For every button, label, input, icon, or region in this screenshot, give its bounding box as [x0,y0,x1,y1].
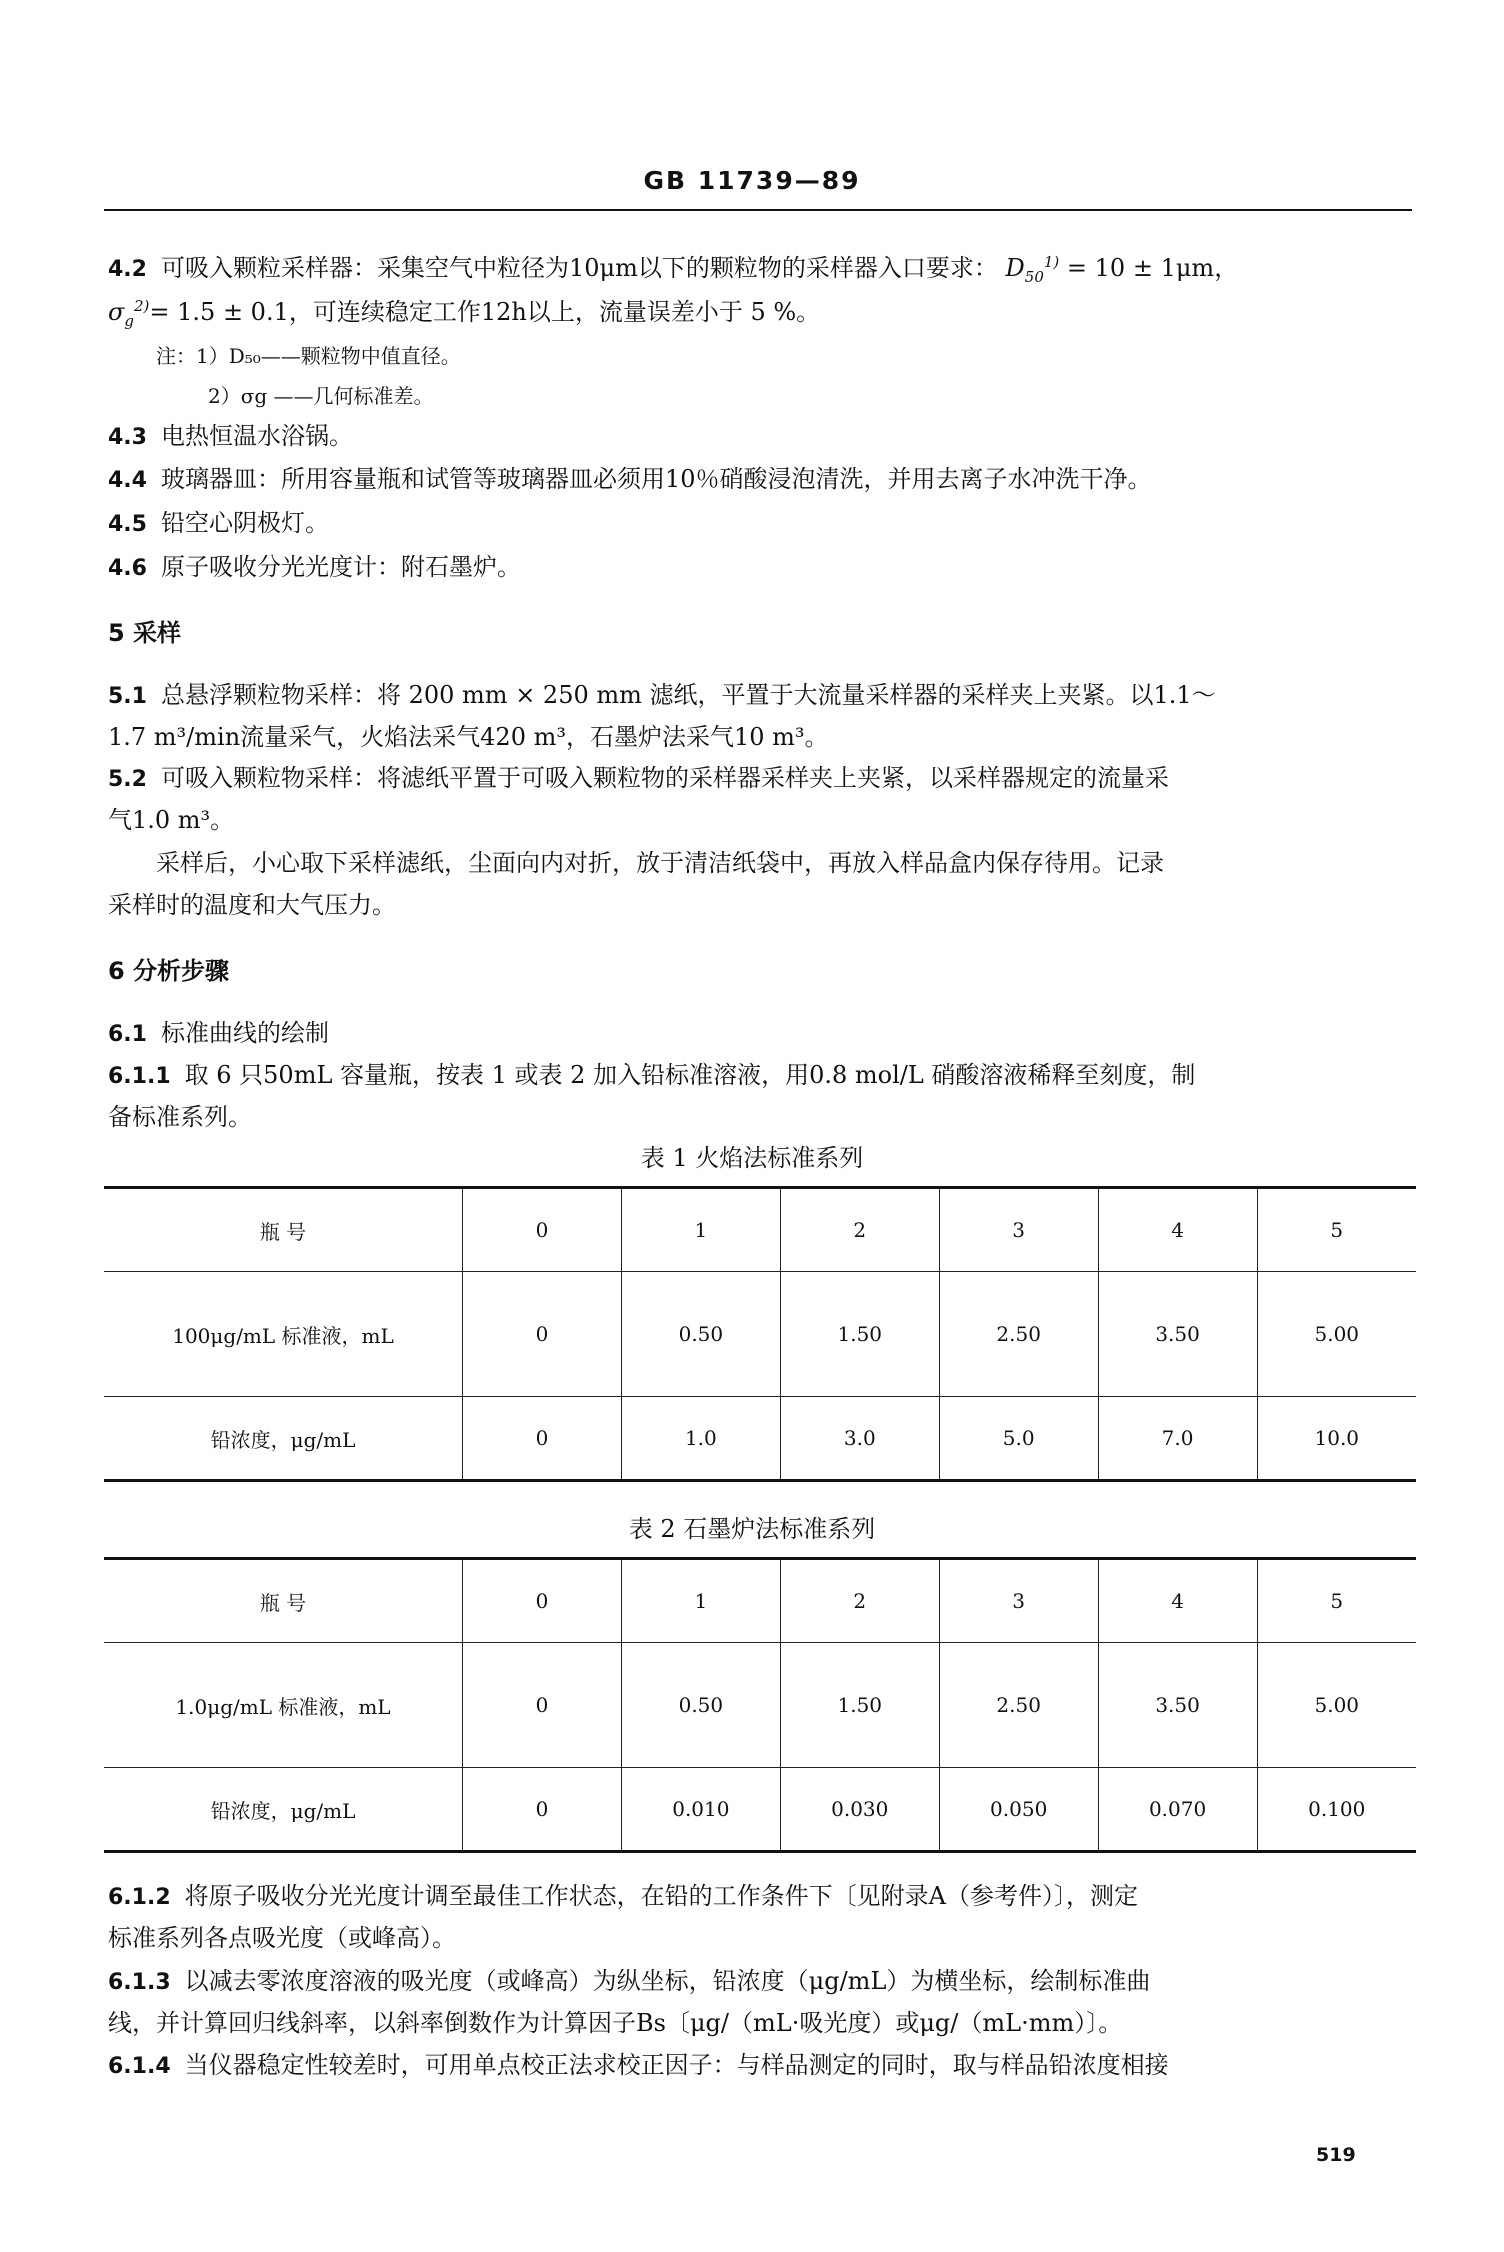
clause-number: 4.6 [108,556,147,581]
table-cell: 3.50 [1098,1272,1257,1397]
table-cell: 1.0μg/mL 标准液，mL [104,1643,463,1768]
table-cell: 0 [463,1272,622,1397]
table-cell: 2 [780,1188,939,1272]
clause-text: = 10 ± 1μm， [1066,254,1239,282]
table-cell: 0.010 [621,1768,780,1852]
clause-number: 4.3 [108,425,147,450]
clause-4-3 [108,418,1412,456]
table-cell: 瓶 号 [104,1559,463,1643]
clause-6-1-3-cont: 线，并计算回归线斜率，以斜率倒数作为计算因子Bs〔μg/（mL·吸光度）或μg/（mL·mm）〕。 [108,2009,1123,2037]
symbol-sigma: $\sigma_g^{2)}$ [108,297,150,330]
clause-5-2 [108,760,1412,798]
clause-4-4 [108,461,1412,499]
table-cell: 0.50 [621,1643,780,1768]
table-cell: 5.00 [1257,1643,1416,1768]
section-5-heading: 5 采样 [108,619,182,647]
clause-number: 6.1 [108,1022,147,1047]
clause-number: 4.5 [108,512,147,537]
clause-4-5 [108,505,1412,543]
header-rule [104,209,1412,211]
table-row [104,1272,1416,1397]
table-cell: 1.50 [780,1643,939,1768]
table-cell: 3 [939,1559,1098,1643]
standard-code-header: GB 11739—89 [643,166,861,195]
table-cell: 铅浓度，μg/mL [104,1768,463,1852]
page-number: 519 [1316,2144,1356,2166]
clause-text: 取 6 只50mL 容量瓶，按表 1 或表 2 加入铅标准溶液，用0.8 mol/L 硝酸溶液稀释至刻度，制 [184,1061,1196,1089]
table-header-row [104,1559,1416,1643]
table-cell: 5 [1257,1559,1416,1643]
clause-6-1-2-cont: 标准系列各点吸光度（或峰高）。 [108,1924,456,1952]
clause-4-2 [108,250,1412,288]
table-cell: 0.100 [1257,1768,1416,1852]
table-cell: 10.0 [1257,1397,1416,1481]
clause-text: = 1.5 ± 0.1，可连续稳定工作12h以上，流量误差小于 5 %。 [149,298,821,326]
table-cell: 5.0 [939,1397,1098,1481]
clause-number: 6.1.1 [108,1064,171,1089]
clause-number: 6.1.4 [108,2054,171,2079]
table-cell: 1.50 [780,1272,939,1397]
clause-6-1-3 [108,1963,1412,2001]
table-2 [104,1557,1416,1853]
table-1-caption: 表 1 火焰法标准系列 [640,1144,864,1172]
clause-6-1 [108,1015,1412,1053]
table-cell: 0 [463,1397,622,1481]
clause-text: 将原子吸收分光光度计调至最佳工作状态，在铅的工作条件下〔见附录A（参考件）〕，测定 [184,1882,1138,1910]
clause-5-2-cont: 气1.0 m³。 [108,806,235,834]
section-6-heading: 6 分析步骤 [108,957,230,985]
clause-5-1 [108,677,1412,715]
clause-text: 以减去零浓度溶液的吸光度（或峰高）为纵坐标，铅浓度（μg/mL）为横坐标，绘制标准曲 [184,1967,1151,1995]
table-row [104,1768,1416,1852]
table-2-caption: 表 2 石墨炉法标准系列 [628,1515,876,1543]
table-row [104,1397,1416,1481]
clause-6-1-1 [108,1057,1412,1095]
paragraph-line: 采样时的温度和大气压力。 [108,891,396,919]
clause-6-1-2 [108,1878,1412,1916]
table-cell: 0.030 [780,1768,939,1852]
clause-text: 当仪器稳定性较差时，可用单点校正法求校正因子：与样品测定的同时，取与样品铅浓度相接 [184,2051,1169,2079]
clause-number: 5.1 [108,684,147,709]
table-cell: 2.50 [939,1272,1098,1397]
table-cell: 5 [1257,1188,1416,1272]
table-cell: 1.0 [621,1397,780,1481]
clause-text: 原子吸收分光光度计：附石墨炉。 [160,553,521,581]
table-cell: 0 [463,1643,622,1768]
table-cell: 4 [1098,1188,1257,1272]
clause-5-1-cont: 1.7 m³/min流量采气，火焰法采气420 m³，石墨炉法采气10 m³。 [108,723,829,751]
table-cell: 100μg/mL 标准液，mL [104,1272,463,1397]
paragraph-line: 采样后，小心取下采样滤纸，尘面向内对折，放于清洁纸袋中，再放入样品盒内保存待用。记录 [156,849,1164,877]
table-cell: 0.50 [621,1272,780,1397]
table-cell: 0 [463,1188,622,1272]
clause-text: 可吸入颗粒采样器：采集空气中粒径为10μm以下的颗粒物的采样器入口要求： [160,254,998,282]
clause-text: 标准曲线的绘制 [160,1019,329,1047]
table-cell: 5.00 [1257,1272,1416,1397]
clause-6-1-1-cont: 备标准系列。 [108,1103,252,1131]
table-cell: 2 [780,1559,939,1643]
clause-number: 5.2 [108,767,147,792]
clause-text: 电热恒温水浴锅。 [160,422,353,450]
table-cell: 2.50 [939,1643,1098,1768]
clause-6-1-4 [108,2047,1412,2085]
clause-text: 玻璃器皿：所用容量瓶和试管等玻璃器皿必须用10％硝酸浸泡清洗，并用去离子水冲洗干净。 [160,465,1152,493]
table-row [104,1643,1416,1768]
clause-4-6 [108,549,1412,587]
table-cell: 7.0 [1098,1397,1257,1481]
clause-number: 4.2 [108,257,147,282]
table-cell: 3.0 [780,1397,939,1481]
symbol-d50: $D_{50}^{1)}$ [1005,253,1060,286]
clause-number: 6.1.2 [108,1885,171,1910]
table-cell: 4 [1098,1559,1257,1643]
table-cell: 3 [939,1188,1098,1272]
clause-number: 4.4 [108,468,147,493]
table-cell: 铅浓度，μg/mL [104,1397,463,1481]
table-cell: 0 [463,1559,622,1643]
table-cell: 瓶 号 [104,1188,463,1272]
table-cell: 0.070 [1098,1768,1257,1852]
table-cell: 3.50 [1098,1643,1257,1768]
table-cell: 0.050 [939,1768,1098,1852]
table-1 [104,1186,1416,1482]
note-1: 注：1）D₅₀——颗粒物中值直径。 [156,344,461,368]
clause-text: 铅空心阴极灯。 [160,509,329,537]
clause-4-2-cont [108,294,1412,330]
table-cell: 1 [621,1559,780,1643]
clause-text: 总悬浮颗粒物采样：将 200 mm × 250 mm 滤纸，平置于大流量采样器的采样夹上夹紧。以1.1～ [160,681,1216,709]
table-cell: 0 [463,1768,622,1852]
note-2: 2）σg ——几何标准差。 [208,384,434,408]
table-cell: 1 [621,1188,780,1272]
table-header-row [104,1188,1416,1272]
clause-text: 可吸入颗粒物采样：将滤纸平置于可吸入颗粒物的采样器采样夹上夹紧，以采样器规定的流量采 [160,764,1169,792]
clause-number: 6.1.3 [108,1970,171,1995]
